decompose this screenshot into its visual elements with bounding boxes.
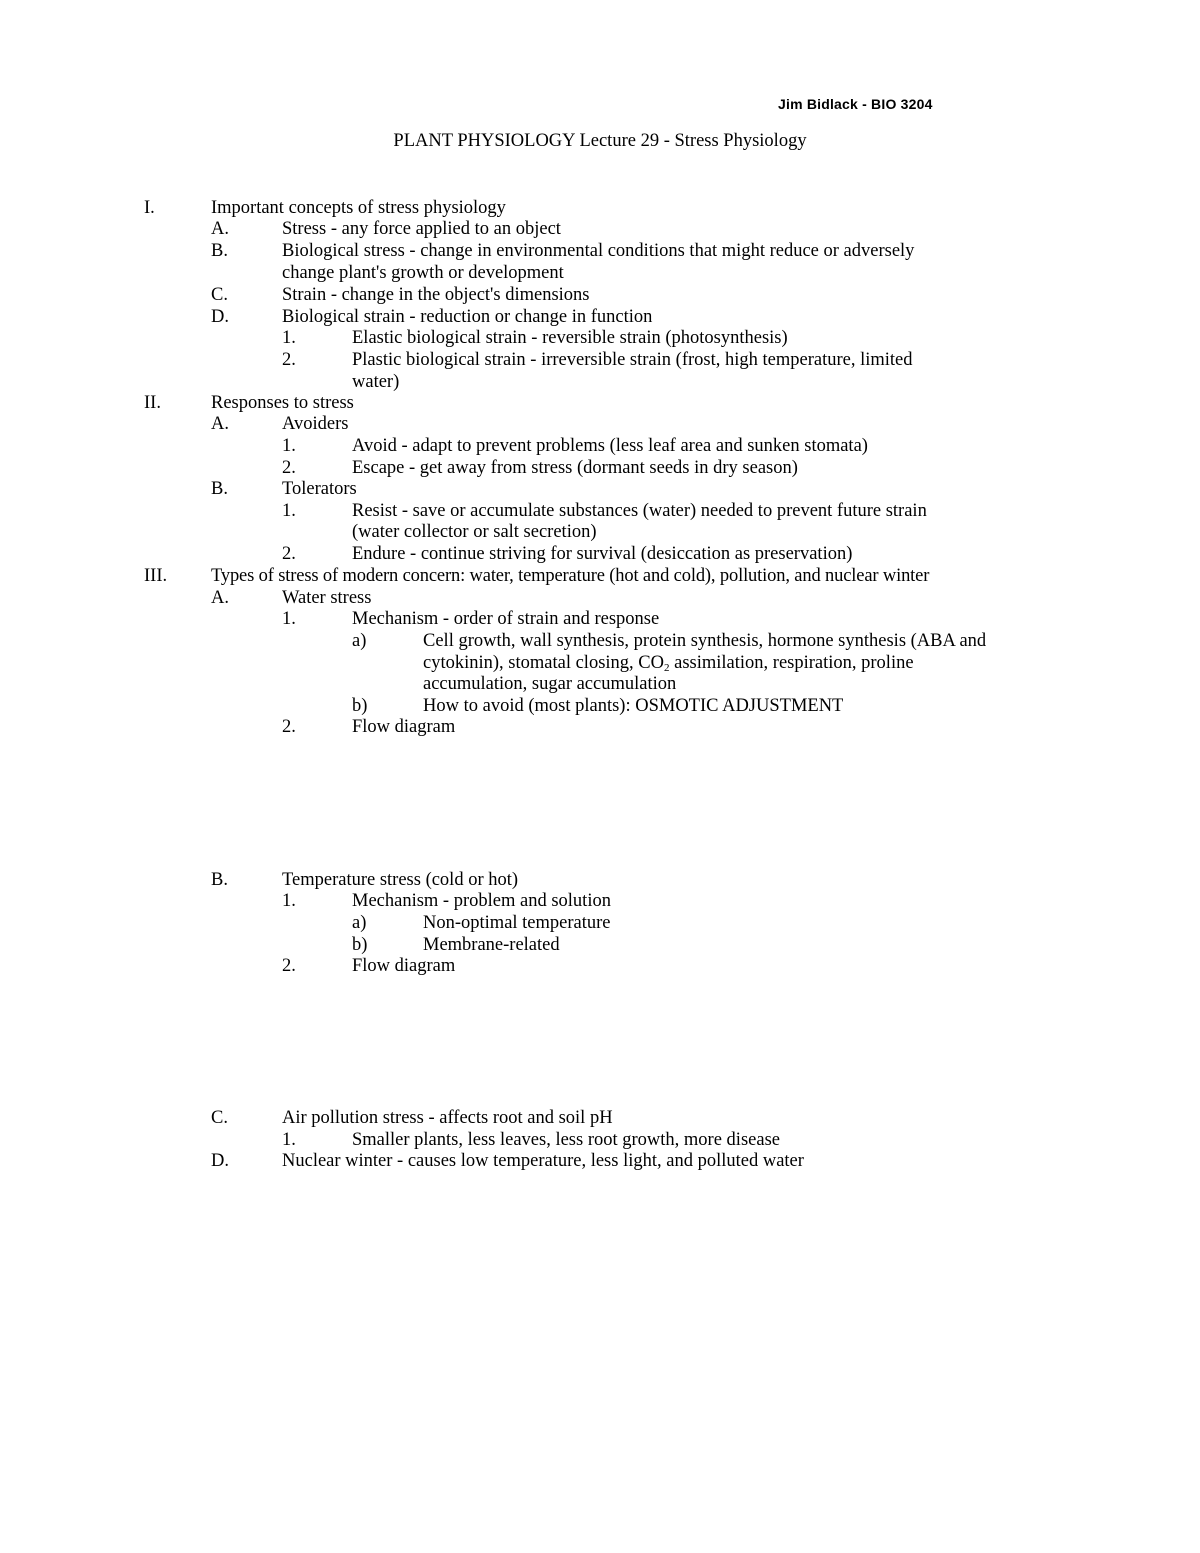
outline-text: water) [352,372,400,392]
outline-marker: B. [211,870,228,890]
outline-text: Stress - any force applied to an object [282,219,561,239]
outline-text: Endure - continue striving for survival (desiccation as preservation) [352,544,853,564]
outline-marker: B. [211,479,228,499]
outline-text: Flow diagram [352,717,456,737]
outline-text: (water collector or salt secretion) [352,522,597,542]
outline-marker: a) [352,631,367,651]
outline-text: Mechanism - problem and solution [352,891,611,911]
subscript-two: 2 [664,662,670,674]
outline-marker: 2. [282,717,296,737]
outline-text-part: cytokinin), stomatal closing, CO [423,653,664,673]
outline-text: Elastic biological strain - reversible strain (photosynthesis) [352,328,788,348]
outline-text: Flow diagram [352,956,456,976]
outline-text: Mechanism - order of strain and response [352,609,660,629]
outline-text: Non-optimal temperature [423,913,611,933]
outline-text: Plastic biological strain - irreversible strain (frost, high temperature, limited [352,350,913,370]
outline-text: Biological strain - reduction or change in function [282,307,653,327]
outline-text: Temperature stress (cold or hot) [282,870,519,890]
author-header: Jim Bidlack - BIO 3204 [778,96,933,112]
outline-marker: 1. [282,1130,296,1150]
outline-marker: A. [211,588,229,608]
outline-text: Tolerators [282,479,357,499]
outline-text: Resist - save or accumulate substances (water) needed to prevent future strain [352,501,927,521]
page-title: PLANT PHYSIOLOGY Lecture 29 - Stress Physiology [393,131,807,151]
outline-marker: D. [211,1151,229,1171]
outline-marker: 2. [282,544,296,564]
outline-marker: C. [211,1108,228,1128]
outline-marker: 1. [282,609,296,629]
outline-text: Important concepts of stress physiology [211,198,506,218]
outline-marker: B. [211,241,228,261]
outline-text: Types of stress of modern concern: water, temperature (hot and cold), pollution, and nuclear winter [211,566,930,586]
outline-marker: 2. [282,956,296,976]
outline-marker: 1. [282,436,296,456]
outline-marker: 1. [282,891,296,911]
outline-text: Smaller plants, less leaves, less root growth, more disease [352,1130,780,1150]
outline-text: Membrane-related [423,935,560,955]
outline-marker: A. [211,219,229,239]
outline-text: How to avoid (most plants): OSMOTIC ADJUSTMENT [423,696,844,716]
outline-marker: III. [144,566,168,586]
outline-marker: I. [144,198,155,218]
outline-marker: a) [352,913,367,933]
outline-text: Escape - get away from stress (dormant seeds in dry season) [352,458,798,478]
outline-marker: 1. [282,501,296,521]
outline-text-part: assimilation, respiration, proline [669,653,914,673]
outline-text: Cell growth, wall synthesis, protein synthesis, hormone synthesis (ABA and [423,631,987,651]
outline-marker: b) [352,696,368,716]
outline-text: change plant's growth or development [282,263,564,283]
outline-text: accumulation, sugar accumulation [423,674,677,694]
outline-marker: II. [144,393,161,413]
outline-marker: A. [211,414,229,434]
outline-marker: 2. [282,458,296,478]
outline-marker: b) [352,935,368,955]
outline-text: Biological stress - change in environmental conditions that might reduce or adversely [282,241,915,261]
outline-text: Water stress [282,588,372,608]
outline-marker: C. [211,285,228,305]
outline-marker: D. [211,307,229,327]
outline-text: Nuclear winter - causes low temperature, less light, and polluted water [282,1151,804,1171]
outline-text: Avoid - adapt to prevent problems (less leaf area and sunken stomata) [352,436,868,456]
outline-marker: 2. [282,350,296,370]
outline-text: Avoiders [282,414,349,434]
outline-text [423,652,914,674]
outline-text: Responses to stress [211,393,354,413]
outline-text: Air pollution stress - affects root and soil pH [282,1108,613,1128]
outline-marker: 1. [282,328,296,348]
outline-text: Strain - change in the object's dimensions [282,285,590,305]
